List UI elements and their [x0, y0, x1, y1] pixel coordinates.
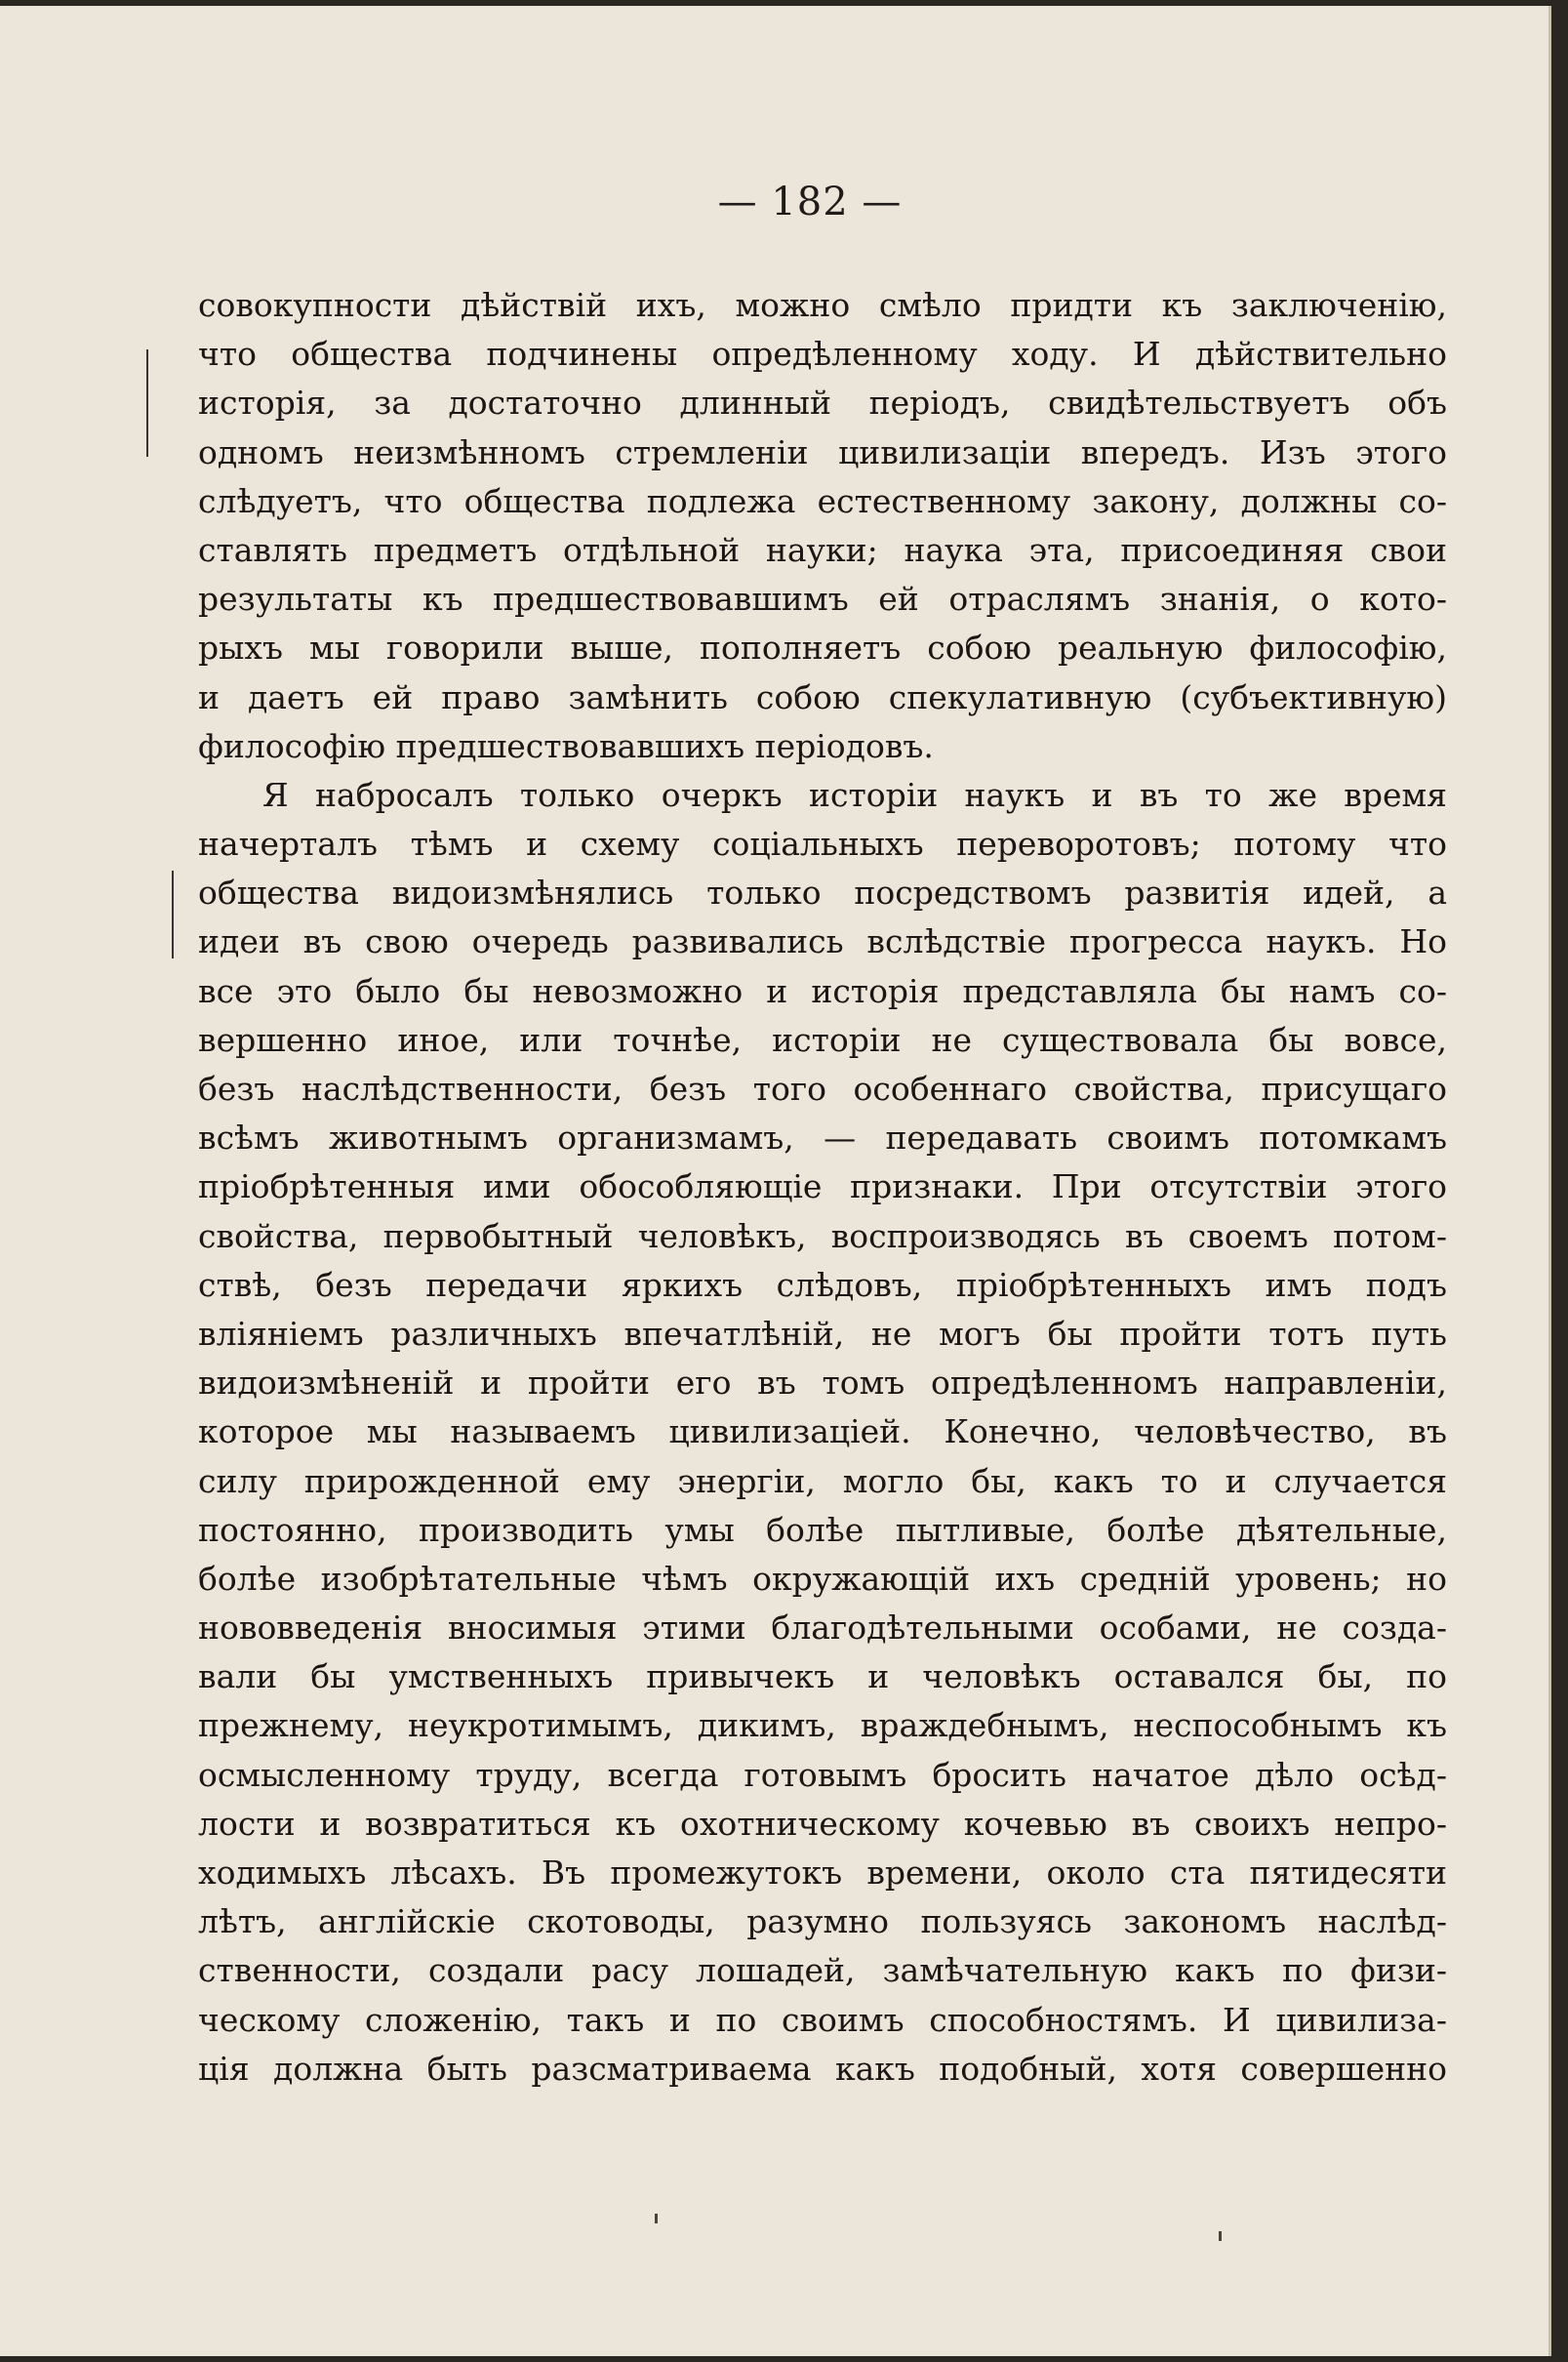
text-line: рыхъ мы говорили выше, пополняетъ собою реальную философію,	[198, 629, 1447, 668]
text-line: ствѣ, безъ передачи яркихъ слѣдовъ, пріобрѣтенныхъ имъ подъ	[198, 1265, 1447, 1304]
text-line: совокупности дѣйствій ихъ, можно смѣло придти къ заключенію,	[198, 286, 1447, 324]
text-line: вершенно иное, или точнѣе, исторіи не существовала бы вовсе,	[198, 1020, 1447, 1059]
text-line: видоизмѣненій и пройти его въ томъ опредѣленномъ направленіи,	[198, 1364, 1447, 1403]
text-line: исторія, за достаточно длинный періодъ, свидѣтельствуетъ объ	[198, 384, 1447, 423]
text-line: и даетъ ей право замѣнить собою спекулативную (субъективную)	[198, 677, 1447, 716]
text-line: ставлять предметъ отдѣльной науки; наука эта, присоединяя свои	[198, 530, 1447, 569]
text-line: вали бы умственныхъ привычекъ и человѣкъ оставался бы, по	[198, 1657, 1447, 1696]
margin-mark	[146, 349, 148, 457]
paragraph	[198, 771, 1447, 2094]
text-line: все это было бы невозможно и исторія представляла бы намъ со-	[198, 971, 1447, 1010]
text-line: Я набросалъ только очеркъ исторіи наукъ и въ то же время	[262, 775, 1447, 814]
text-line: идеи въ свою очередь развивались вслѣдствіе прогресса наукъ. Но	[198, 922, 1447, 961]
text-line: что общества подчинены опредѣленному ходу. И дѣйствительно	[198, 335, 1447, 374]
text-line: силу прирожденной ему энергіи, могло бы, какъ то и случается	[198, 1461, 1447, 1500]
text-line: вліяніемъ различныхъ впечатлѣній, не могъ бы пройти тотъ путь	[198, 1314, 1447, 1353]
margin-mark	[172, 871, 174, 958]
text-line: нововведенія вносимыя этими благодѣтельными особами, не созда-	[198, 1609, 1447, 1648]
text-line: ція должна быть разсматриваема какъ подобный, хотя совершенно	[198, 2049, 1447, 2088]
text-line: начерталъ тѣмъ и схему соціальныхъ переворотовъ; потому что	[198, 825, 1447, 864]
text-line: постоянно, производить умы болѣе пытливые, болѣе дѣятельные,	[198, 1510, 1447, 1549]
text-line: безъ наслѣдственности, безъ того особеннаго свойства, присущаго	[198, 1070, 1447, 1108]
book-page	[0, 6, 1551, 2356]
body-text	[198, 281, 1447, 2094]
text-line: болѣе изобрѣтательные чѣмъ окружающій ихъ средній уровень; но	[198, 1559, 1447, 1598]
ink-speck	[655, 2214, 658, 2223]
paragraph	[198, 281, 1447, 771]
text-line: ческому сложенію, такъ и по своимъ способностямъ. И цивилиза-	[198, 2000, 1447, 2039]
text-line: которое мы называемъ цивилизаціей. Конечно, человѣчество, въ	[198, 1412, 1447, 1451]
text-line: ходимыхъ лѣсахъ. Въ промежутокъ времени, около ста пятидесяти	[198, 1853, 1447, 1892]
ink-speck	[1219, 2231, 1222, 2241]
text-line: прежнему, неукротимымъ, дикимъ, враждебнымъ, неспособнымъ къ	[198, 1706, 1447, 1745]
text-line: осмысленному труду, всегда готовымъ бросить начатое дѣло осѣд-	[198, 1755, 1447, 1794]
text-line: результаты къ предшествовавшимъ ей отраслямъ знанія, о кото-	[198, 580, 1447, 619]
page-number: — 182 —	[717, 180, 903, 224]
text-line: всѣмъ животнымъ организмамъ, — передавать своимъ потомкамъ	[198, 1119, 1447, 1158]
text-line: слѣдуетъ, что общества подлежа естественному закону, должны со-	[198, 481, 1447, 520]
text-line: общества видоизмѣнялись только посредствомъ развитія идей, а	[198, 874, 1447, 913]
text-line: свойства, первобытный человѣкъ, воспроизводясь въ своемъ потом-	[198, 1216, 1447, 1255]
text-line: ственности, создали расу лошадей, замѣчательную какъ по физи-	[198, 1951, 1447, 1990]
text-line: философію предшествовавшихъ періодовъ.	[198, 726, 934, 765]
text-line: лѣтъ, англійскіе скотоводы, разумно пользуясь закономъ наслѣд-	[198, 1902, 1447, 1941]
text-line: одномъ неизмѣнномъ стремленіи цивилизаціи впередъ. Изъ этого	[198, 432, 1447, 471]
text-line: лости и возвратиться къ охотническому кочевью въ своихъ непро-	[198, 1804, 1447, 1843]
text-line: пріобрѣтенныя ими обособляющіе признаки. При отсутствіи этого	[198, 1167, 1447, 1206]
